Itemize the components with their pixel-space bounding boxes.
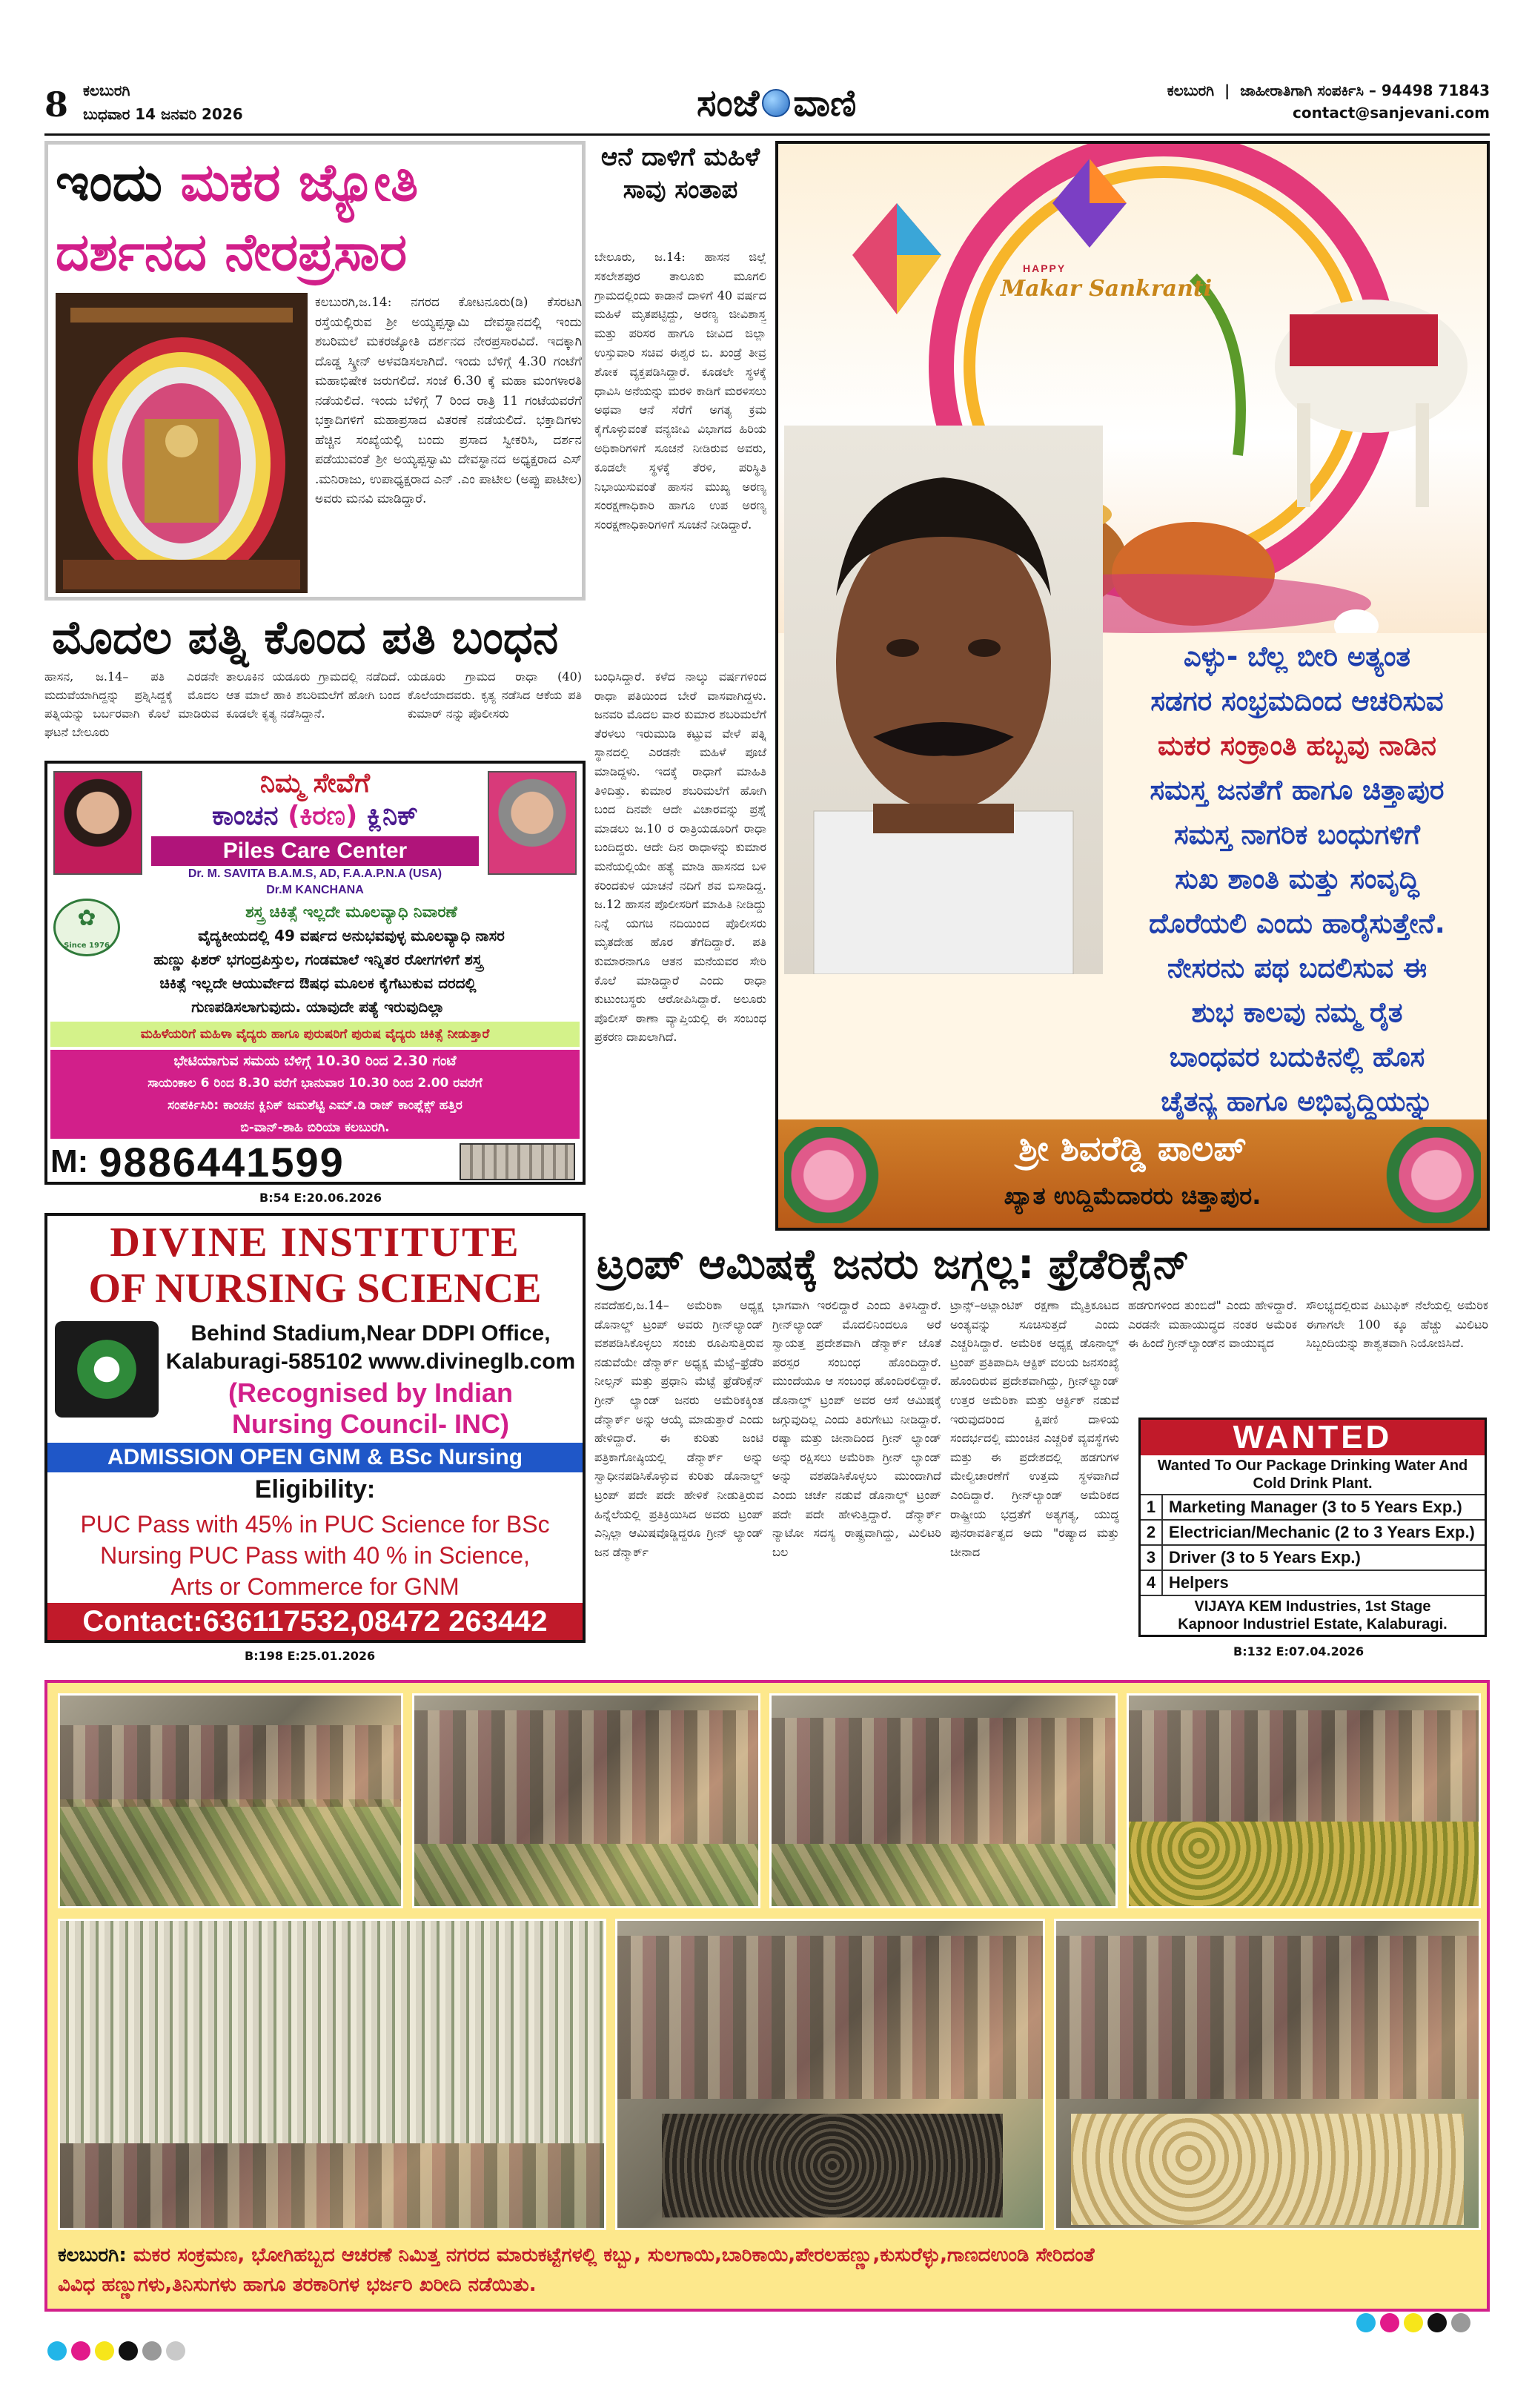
greeting-title: ಖ್ಯಾತ ಉದ್ದಿಮೆದಾರರು ಚಿತ್ತಾಪುರ.	[1004, 1182, 1261, 1210]
trump-col-5: ಸೌಲಭ್ಯದಲ್ಲಿರುವ ಪಿಟುಫಿಕ್ ನೆಲೆಯಲ್ಲಿ ಅಮೆರಿಕ ಈಗಾಗಲೇ 100 ಕ್ಕೂ ಹೆಚ್ಚು ಮಿಲಿಟರಿ ಸಿಬ್ಬಂದಿಯನ್ನು ಶಾಶ್ವತವಾಗಿ ನಿಯೋಜಿಸಿದೆ.	[1306, 1298, 1488, 1351]
wanted-ad[interactable]	[1138, 1418, 1487, 1637]
greeting-line-8: ನೇಸರನು ಪಥ ಬದಲಿಸುವ ಈ	[1167, 952, 1427, 984]
leaf-icon: ✿	[77, 905, 96, 931]
murder-col-4: ಬಂಧಿಸಿದ್ದಾರೆ. ಕಳೆದ ನಾಲ್ಕು ವರ್ಷಗಳಿಂದ ರಾಧಾ ಪತಿಯಿಂದ ಬೇರೆ ವಾಸವಾಗಿದ್ದಳು. ಜನವರಿ ಮೊದಲ ವಾರ ಕುಮಾರ ಶಬರಿಮಲೆಗೆ ತೆರಳಲು ಇರುಮುಡಿ ಕಟ್ಟುವ ವೇಳೆ ಪತ್ನಿ ಸ್ಥಾನದಲ್ಲಿ ಎರಡನೇ ಮಹಿಳೆ ಪೂಜೆ ಮಾಡಿದ್ದಳು. ಇದಕ್ಕೆ ರಾಧಾಗೆ ಮಾಹಿತಿ ತಿಳಿದಿತ್ತು. ಕುಮಾರ ಶಬರಿಮಲೆಗೆ ಹೋಗಿ ಬಂದ ದಿನವೇ ಆದೇ ವಿಚಾರವನ್ನು ಪ್ರಶ್ನೆ ಮಾಡಲು ಜ.10 ರ ರಾತ್ರಿಯಡೂರಿಗೆ ರಾಧಾ ಬಂದಿದ್ದರು. ಆದೇ ದಿನ ರಾಧಾಳನ್ನು ಕುಮಾರ ಮನೆಯಲ್ಲಿಯೇ ಹತ್ಯೆ ಮಾಡಿ ಹಾಸನದ ಬಳಿ ಕರಿಂದಕುಳ ಯಾಚನೆ ನದಿಗೆ ಶವ ಬಿಸಾಡಿದ್ದ. ಜ.12 ಹಾಸನ ಪೊಲೀಸರಿಗೆ ಮಾಹಿತಿ ನೀಡಿದ್ದು ನಿನ್ನೆ ಯಗಚಿ ನದಿಯಿಂದ ಪೊಲೀಸರು ಮೃತದೇಹ ಹೊರ ತೆಗೆದಿದ್ದಾರೆ. ಪತಿ ಕುಮಾರನಾಗೂ ಆತನ ಮನೆಯವರ ಸೇರಿ ಕೊಲೆ ಮಾಡಿದ್ದಾರೆ ಎಂದು ರಾಧಾ ಕುಟುಂಬಸ್ಥರು ಆರೋಪಿಸಿದ್ದಾರೆ. ಅಲೂರು ಪೊಲೀಸ್ ಠಾಣಾ ವ್ಯಾಪ್ತಿಯಲ್ಲಿ ಈ ಸಂಬಂಧ ಪ್ರಕರಣ ದಾಖಲಾಗಿದೆ.	[594, 669, 766, 1045]
trump-col-2: ಭಾಗವಾಗಿ ಇರಲಿದ್ದಾರೆ ಎಂದು ತಿಳಿಸಿದ್ದಾರೆ. ಗ್ರೀನ್‌ಲ್ಯಾಂಡ್ ಮೊದಲಿನಿಂದಲೂ ಅರೆ ಸ್ವಾಯತ್ತ ಪ್ರದೇಶವಾಗಿ ಡೆನ್ಮಾರ್ಕ್ ಜೊತೆ ಪರಸ್ಪರ ಸಂಬಂಧ ಹೊಂದಿದ್ದಾರೆ. ಮುಂದೆಯೂ ಆ ಸಂಬಂಧ ಹೊಂದಿರಲಿದ್ದಾರೆ. ಡೊನಾಲ್ಡ್ ಟ್ರಂಪ್ ಅವರ ಆಸೆ ಆಮಿಷಕ್ಕೆ ಜಗ್ಗುವುದಿಲ್ಲ ಎಂದು ತಿರುಗೇಟು ನೀಡಿದ್ದಾರೆ. ರಷ್ಯಾ ಮತ್ತು ಚೀನಾದಿಂದ ಗ್ರೀನ್ ಲ್ಯಾಂಡ್ ಅನ್ನು ರಕ್ಷಿಸಲು ಅಮೆರಿಕಾ ಗ್ರೀನ್ ಲ್ಯಾಂಡ್ ಅನ್ನು ವಶಪಡಿಸಿಕೊಳ್ಳಲು ಮುಂದಾಗಿದೆ ಎಂದು ಚರ್ಚೆ ನಡುವೆ ಡೊನಾಲ್ಡ್ ಟ್ರಂಪ್ ಪದೇ ಪದೇ ಹೇಳುತ್ತಿದ್ದಾರೆ. ಡೆನ್ಮಾರ್ಕ್ ನ್ಯಾಟೋ ಸದಸ್ಯ ರಾಷ್ಟ್ರವಾಗಿದ್ದು, ಮಿಲಿಟರಿ ಬಲ	[772, 1298, 941, 1559]
greeting-line-3: ಮಕರ ಸಂಕ್ರಾಂತಿ ಹಬ್ಬವು ನಾಡಿನ	[1157, 730, 1436, 761]
market-photo-feature	[44, 1680, 1490, 2312]
header-right: ಕಲಬುರಗಿ | ಜಾಹೀರಾತಿಗಾಗಿ ಸಂಪರ್ಕಿಸಿ – 94498 71843 contact@sanjevani.com	[1167, 82, 1490, 122]
trump-headline: ಟ್ರಂಪ್ ಆಮಿಷಕ್ಕೆ ಜನರು ಜಗ್ಗಲ್ಲ: ಫ್ರೆಡೆರಿಕ್ಸೆನ್	[597, 1240, 1190, 1289]
wanted-phones[interactable]	[1170, 1635, 1455, 1637]
portrait-image	[784, 426, 1103, 974]
trump-col-1: ನವದೆಹಲಿ,ಜ.14– ಅಮೆರಿಕಾ ಅಧ್ಯಕ್ಷ ಡೊನಾಲ್ಡ್ ಟ್ರಂಪ್ ಅವರು ಗ್ರೀನ್‌ಲ್ಯಾಂಡ್ ವಶಪಡಿಸಿಕೊಳ್ಳಲು ಸಂಚು ರೂಪಿಸುತ್ತಿರುವ ನಡುವೆಯೇ ಡೆನ್ಮಾರ್ಕ್ ಅಧ್ಯಕ್ಷ ಮೆಟ್ಟೆ–ಫ್ರೆಡೆರಿ ನೀಲ್ಸನ್ ಮತ್ತು ಪ್ರಧಾನಿ ಮೆಟ್ಟೆ ಫ್ರೆಡೆರಿಕ್ಸೆನ್ ಗ್ರೀನ್ ಲ್ಯಾಂಡ್ ಜನರು ಅಮೆರಿಕಕ್ಕಿಂತ ಡೆನ್ಮಾರ್ಕ್ ಅನ್ನು ಆಯ್ಕೆ ಮಾಡುತ್ತಾರೆ ಎಂದು ಹೇಳಿದ್ದಾರೆ. ಈ ಕುರಿತು ಜಂಟಿ ಪತ್ರಿಕಾಗೋಷ್ಠಿಯಲ್ಲಿ ಡೆನ್ಮಾರ್ಕ್ ಅನ್ನು ಸ್ವಾಧೀನಪಡಿಸಿಕೊಳ್ಳುವ ಕುರಿತು ಡೊನಾಲ್ಡ್ ಟ್ರಂಪ್ ಪದೇ ಪದೇ ಹೇಳಿಕೆ ನೀಡುತ್ತಿರುವ ಹಿನ್ನೆಲೆಯಲ್ಲಿ ಪ್ರತಿಕ್ರಿಯಿಸಿದ ಅವರು ಟ್ರಂಪ್ ಎನ್ಸಿಲ್ಲಾ ಆಮಿಷವೊಡ್ಡಿದ್ದರೂ ಗ್ರೀನ್ ಲ್ಯಾಂಡ್ ಜನ ಡೆನ್ಮಾರ್ಕ್	[594, 1298, 763, 1559]
cyan-dot	[47, 2341, 67, 2361]
clinic-line-4: ವೈದ್ಯಕೀಯದಲ್ಲಿ 49 ವರ್ಷದ ಅನುಭವವುಳ್ಳ ಮೂಲವ್ಯಾಧಿ ನಾಸರ	[198, 927, 505, 945]
nursing-title-1: DIVINE INSTITUTE	[110, 1220, 520, 1266]
market-photo-1	[58, 1693, 403, 1908]
caption-place: ಕಲಬುರಗಿ:	[58, 2244, 127, 2266]
nursing-recognised-2: Nursing Council- INC)	[232, 1409, 509, 1439]
nursing-elig-2: Nursing PUC Pass with 40 % in Science,	[100, 1542, 530, 1569]
market-photo-5	[58, 1919, 606, 2230]
nursing-contact[interactable]: Contact:636117532,08472 263442	[47, 1603, 583, 1640]
greeting-name-banner	[778, 1119, 1487, 1228]
job-num: 3	[1141, 1546, 1163, 1570]
greeting-line-10: ಬಾಂಧವರ ಬದುಕಿನಲ್ಲಿ ಹೊಸ	[1169, 1041, 1425, 1073]
yellow-dot	[95, 2341, 114, 2361]
job-title: Electrician/Mechanic (2 to 3 Years Exp.)	[1169, 1523, 1475, 1541]
trump-col-3: ಟ್ರಾನ್ಸ್–ಅಟ್ಲಾಂಟಿಕ್ ರಕ್ಷಣಾ ಮೈತ್ರಿಕೂಟದ ಅಂತ್ಯವನ್ನು ಸೂಚಿಸುತ್ತದೆ ಎಂದು ಎಚ್ಚರಿಸಿದ್ದಾರೆ. ಅಮೆರಿಕ ಅಧ್ಯಕ್ಷ ಡೊನಾಲ್ಡ್ ಟ್ರಂಪ್ ಪ್ರತಿಪಾದಿಸಿ ಆಕ್ಟಿಕ್ ವಲಯ ಜನಸಂಖ್ಯೆ ಹೊಂದಿರುವ ಪ್ರದೇಶವಾಗಿದ್ದು, ಗ್ರೀನ್‌ಲ್ಯಾಂಡ್ ಉತ್ತರ ಅಮೆರಿಕಾ ಮತ್ತು ಆರ್ಕ್ಟಿಕ್ ನಡುವೆ ಇರುವುದರಿಂದ ಕ್ಷಿಪಣಿ ದಾಳಿಯ ಸಂದರ್ಭದಲ್ಲಿ ಮುಂಚಿನ ಎಚ್ಚರಿಕೆ ವ್ಯವಸ್ಥೆಗಳು ಮತ್ತು ಈ ಪ್ರದೇಶದಲ್ಲಿ ಹಡಗುಗಳ ಮೇಲ್ವಿಚಾರಣೆಗೆ ಉತ್ತಮ ಸ್ಥಳವಾಗಿದೆ ಎಂದಿದ್ದಾರೆ. ಗ್ರೀನ್‌ಲ್ಯಾಂಡ್ ಅಮೆರಿಕದ ರಾಷ್ಟ್ರೀಯ ಭದ್ರತೆಗೆ ಅತ್ಯಗತ್ಯ, ಯುದ್ಧ ಪುನರಾವರ್ತಿತ್ವದ ಅದು "ರಷ್ಯಾದ ಮತ್ತು ಚೀನಾದ	[950, 1298, 1119, 1559]
clinic-line-9: ಭೇಟಿಯಾಗುವ ಸಮಯ ಬೆಳಿಗ್ಗೆ 10.30 ರಿಂದ 2.30 ಗಂಟೆ	[173, 1053, 457, 1069]
header-date: ಬುಧವಾರ 14 ಜನವರಿ 2026	[83, 105, 243, 123]
market-photo-2	[412, 1693, 760, 1908]
flower-left-icon	[784, 1127, 895, 1223]
black-dot	[119, 2341, 138, 2361]
nursing-logo	[55, 1321, 159, 1418]
wanted-job-1	[1141, 1494, 1485, 1519]
greeting-line-6: ಸುಖ ಶಾಂತಿ ಮತ್ತು ಸಂವೃದ್ಧಿ	[1175, 863, 1419, 895]
greeting-line-2: ಸಡಗರ ಸಂಭ್ರಮದಿಂದ ಆಚರಿಸುವ	[1150, 685, 1444, 717]
ad-contact: ಜಾಹೀರಾತಿಗಾಗಿ ಸಂಪರ್ಕಿಸಿ – 94498 71843	[1240, 82, 1490, 99]
greeting-line-11: ಚೈತನ್ಯ ಹಾಗೂ ಅಭಿವೃದ್ಧಿಯನ್ನು	[1161, 1085, 1433, 1117]
greeting-happy: HAPPY	[1023, 262, 1067, 274]
clinic-name-c: ಕ್ಲಿನಿಕ್	[366, 801, 418, 831]
greeting-message	[1112, 633, 1482, 1182]
greeting-portrait	[784, 426, 1103, 974]
wanted-subtitle: Wanted To Our Package Drinking Water And Cold Drink Plant.	[1157, 1458, 1468, 1492]
clinic-name-a: ಕಾಂಚನ	[212, 801, 279, 831]
headline-word-makar: ಮಕರ ಜ್ಯೋತಿ	[180, 152, 419, 213]
color-registration-right	[1356, 2313, 1475, 2335]
greeting-ad[interactable]	[775, 141, 1490, 1231]
wanted-title: WANTED	[1141, 1420, 1485, 1455]
nursing-recognised-1: (Recognised by Indian	[228, 1377, 514, 1408]
clinic-building-photo	[460, 1143, 575, 1180]
greeting-line-7: ದೊರೆಯಲಿ ಎಂದು ಹಾರೈಸುತ್ತೇನೆ.	[1149, 907, 1445, 939]
header-rule	[44, 133, 1490, 136]
temple-photo	[56, 293, 308, 593]
clinic-line-8: ಮಹಿಳೆಯರಿಗೆ ಮಹಿಳಾ ವೈದ್ಯರು ಹಾಗೂ ಪುರುಷರಿಗೆ ಪುರುಷ ವೈದ್ಯರು ಚಿಕಿತ್ಸೆ ನೀಡುತ್ತಾರೆ	[50, 1022, 580, 1047]
wanted-ad-code: B:132 E:07.04.2026	[1233, 1644, 1364, 1658]
trump-col-4: ಹಡಗುಗಳಿಂದ ತುಂಬಿದೆ" ಎಂದು ಹೇಳಿದ್ದಾರೆ. ಎರಡನೇ ಮಹಾಯುದ್ಧದ ನಂತರ ಅಮೆರಿಕ ಈ ಹಿಂದೆ ಗ್ರೀನ್‌ಲ್ಯಾಂಡ್‌ನ ವಾಯುವ್ಯದ	[1128, 1298, 1297, 1351]
mobile-number[interactable]: 9886441599	[99, 1138, 345, 1185]
market-photo-7	[1054, 1919, 1481, 2230]
nursing-title-2: OF NURSING SCIENCE	[88, 1266, 542, 1312]
nursing-ad[interactable]	[44, 1213, 586, 1643]
nursing-ad-code: B:198 E:25.01.2026	[245, 1649, 376, 1663]
doctor-2: Dr.M KANCHANA	[266, 884, 364, 896]
makar-jyoti-headline-1	[56, 149, 418, 216]
magenta-dot	[71, 2341, 90, 2361]
wanted-job-3	[1141, 1544, 1485, 1570]
doctor-1: Dr. M. SAVITA B.A.M.S, AD, F.A.A.P.N.A (USA)	[188, 867, 442, 880]
ayyappa-shrine-image	[56, 293, 308, 593]
clinic-line-11: ಸಂಪರ್ಕಿಸಿರಿ: ಕಾಂಚನ ಕ್ಲಿನಿಕ್ ಜಮಶೆಟ್ಟಿ ಎಮ್.ಡಿ ರಾಜ್ ಕಾಂಪ್ಲೆಕ್ಸ್ ಹತ್ತಿರ	[168, 1098, 462, 1113]
nursing-elig-3: Arts or Commerce for GNM	[170, 1573, 460, 1600]
murder-story-headline: ಮೊದಲ ಪತ್ನಿ ಕೊಂದ ಪತಿ ಬಂಧನ	[52, 610, 559, 664]
nursing-admission: ADMISSION OPEN GNM & BSc Nursing	[47, 1443, 583, 1472]
nursing-address-2: Kalaburagi-585102 www.divineglb.com	[165, 1349, 576, 1374]
murder-col-1: ಹಾಸನ, ಜ.14– ಪತಿ ಎರಡನೇ ಮದುವೆಯಾಗಿದ್ದನ್ನು ಪ್ರಶ್ನಿಸಿದ್ದಕ್ಕೆ ಮೊದಲ ಪತ್ನಿಯನ್ನು ಬರ್ಬರವಾಗಿ ಕೊಲೆ ಮಾಡಿರುವ ಘಟನೆ ಬೇಲೂರು	[44, 669, 219, 739]
black-dot	[1427, 2313, 1447, 2332]
clinic-line-6: ಚಿಕಿತ್ಸೆ ಇಲ್ಲದೇ ಆಯುರ್ವೇದ ಔಷಧ ಮೂಲಕ ಕೈಗೆಟುಕುವ ದರದಲ್ಲಿ	[159, 974, 477, 992]
light-gray-dot	[166, 2341, 185, 2361]
nursing-elig-1: PUC Pass with 45% in PUC Science for BSc	[80, 1511, 550, 1538]
clinic-line-7: ಗುಣಪಡಿಸಲಾಗುವುದು. ಯಾವುದೇ ಪತ್ಯೆ ಇರುವುದಿಲ್ಲಾ	[191, 998, 445, 1016]
headline-word-today: ಇಂದು	[56, 152, 162, 213]
nursing-eligibility: Eligibility:	[254, 1475, 376, 1504]
flower-right-icon	[1370, 1127, 1481, 1223]
since-label: Since 1976	[64, 942, 110, 950]
clinic-line-1: ನಿಮ್ಮ ಸೇವೆಗೆ	[259, 768, 371, 798]
job-num: 1	[1141, 1495, 1163, 1519]
job-num: 4	[1141, 1571, 1163, 1595]
greeting-name: ಶ್ರೀ ಶಿವರೆಡ್ಡಿ ಪಾಲಪ್	[1018, 1128, 1247, 1168]
makar-jyoti-body: ಕಲಬುರಗಿ,ಜ.14: ನಗರದ ಕೋಟನೂರು(ಡಿ) ಕೆಸರಟಗಿ ರಸ್ತೆಯಲ್ಲಿರುವ ಶ್ರೀ ಅಯ್ಯಪ್ಪಸ್ವಾಮಿ ದೇವಸ್ಥಾನದಲ್ಲಿ ಇಂದು ಶಬರಿಮಲೆ ಮಕರಜ್ಯೋತಿ ದರ್ಶನದ ನೇರಪ್ರಸಾರವಿದೆ. ಇದಕ್ಕಾಗಿ ದೊಡ್ಡ ಸ್ಕ್ರೀನ್ ಅಳವಡಿಸಲಾಗಿದೆ. ಇಂದು ಬೆಳಿಗ್ಗೆ 4.30 ಗಂಟೆಗೆ ಮಹಾಭಿಷೇಕ ಜರುಗಲಿದೆ. ಸಂಜೆ 6.30 ಕ್ಕೆ ಮಹಾ ಮಂಗಳಾರತಿ ನಡೆಯಲಿದೆ. ಇಂದು ಬೆಳಿಗ್ಗೆ 7 ರಿಂದ ರಾತ್ರಿ 11 ಗಂಟೆಯವರೆಗೆ ಭಕ್ತಾದಿಗಳಿಗೆ ಮಹಾಪ್ರಸಾದ ವಿತರಣೆ ನಡೆಯಲಿದೆ. ಭಕ್ತಾದಿಗಳು ಹೆಚ್ಚಿನ ಸಂಖ್ಯೆಯಲ್ಲಿ ಬಂದು ಪ್ರಸಾದ ಸ್ವೀಕರಿಸಿ, ದರ್ಶನ ಪಡೆಯುವಂತೆ ಶ್ರೀ ಅಯ್ಯಪ್ಪಸ್ವಾಮಿ ದೇವಸ್ಥಾನದ ಅಧ್ಯಕ್ಷರಾದ ಎಸ್ .ಮನಿರಾಜು, ಉಪಾಧ್ಯಕ್ಷರಾದ ಎನ್ .ಎಂ ಪಾಟೀಲ (ಅಪ್ಪು ಪಾಟೀಲ) ಅವರು ಮನವಿ ಮಾಡಿದ್ದಾರೆ.	[315, 295, 582, 506]
page-header	[44, 80, 1490, 132]
market-photo-4	[1127, 1693, 1481, 1908]
clinic-line-5: ಹುಣ್ಣು ಫಿಶರ್ ಭಗಂದ್ರಪಿಸ್ತುಲ, ಗಂಡಮಾಲೆ ಇನ್ನಿತರ ರೋಗಗಳಿಗೆ ಶಸ್ತ್ರ	[153, 950, 483, 968]
makar-jyoti-headline-2: ದರ್ಶನದ ನೇರಪ್ರಸಾರ	[56, 222, 408, 282]
cyan-dot	[1356, 2313, 1376, 2332]
gray-dot	[1451, 2313, 1470, 2332]
clinic-timings	[50, 1050, 580, 1139]
caption-text-1: ಮಕರ ಸಂಕ್ರಮಣ, ಭೋಗಿಹಬ್ಬದ ಆಚರಣೆ ನಿಮಿತ್ತ ನಗರದ ಮಾರುಕಟ್ಟೆಗಳಲ್ಲಿ ಕಬ್ಬು, ಸುಲಗಾಯಿ,ಬಾರಿಕಾಯಿ,ಪೇರಲಹಣ್ಣು,ಕುಸುರೆಳ್ಳು,ಗಾಣದಉಂಡಿ ಸೇರಿದಂತೆ	[133, 2244, 1095, 2266]
magenta-dot	[1380, 2313, 1399, 2332]
job-title: Marketing Manager (3 to 5 Years Exp.)	[1169, 1498, 1462, 1516]
murder-col-2: ತಾಲೂಕಿನ ಯಡೂರು ಗ್ರಾಮದಲ್ಲಿ ನಡೆದಿದೆ. ಆತ ಮಾಲೆ ಹಾಕಿ ಶಬರಿಮಲೆಗೆ ಹೋಗಿ ಬಂದ ಕೂಡಲೇ ಕೃತ್ಯ ನಡೆಸಿದ್ದಾನೆ.	[226, 669, 400, 721]
gray-dot	[142, 2341, 162, 2361]
piles-banner: Piles Care Center	[151, 836, 479, 866]
nursing-address-1: Behind Stadium,Near DDPI Office,	[190, 1321, 551, 1346]
elephant-story	[594, 141, 766, 601]
header-email[interactable]: contact@sanjevani.com	[1292, 104, 1490, 122]
masthead-right: ವಾಣಿ	[793, 81, 857, 125]
photo-caption	[58, 2240, 1481, 2300]
market-photo-6	[615, 1919, 1045, 2230]
murder-col-3: ಯಡೂರು ಗ್ರಾಮದ ರಾಧಾ (40) ಕೊಲೆಯಾದವರು. ಕೃತ್ಯ ನಡೆಸಿದ ಆಕೆಯ ಪತಿ ಕುಮಾರ್ ನನ್ನು ಪೊಲೀಸರು	[408, 669, 582, 721]
clinic-ad[interactable]	[44, 761, 586, 1185]
clinic-line-3: ಶಸ್ತ್ರ ಚಿಕಿತ್ಸೆ ಇಲ್ಲದೇ ಮೂಲವ್ಯಾಧಿ ನಿವಾರಣೆ	[245, 903, 457, 921]
greeting-line-9: ಶುಭ ಕಾಲವು ನಮ್ಮ ರೈತ	[1191, 996, 1403, 1028]
mobile-label: M:	[50, 1143, 89, 1180]
wanted-company-1: VIJAYA KEM Industries, 1st Stage	[1141, 1595, 1485, 1615]
wanted-job-4	[1141, 1570, 1485, 1595]
clinic-line-12: ಬಿ-ವಾನ್-ಶಾಹಿ ಬಿರಿಯಾ ಕಲಬುರಗಿ.	[240, 1120, 390, 1135]
job-title: Driver (3 to 5 Years Exp.)	[1169, 1548, 1361, 1567]
job-num: 2	[1141, 1521, 1163, 1544]
masthead-left: ಸಂಜೆ	[697, 81, 760, 125]
masthead	[697, 79, 856, 128]
page-number: 8	[44, 85, 69, 125]
wanted-company-2: Kapnoor Industriel Estate, Kalaburagi.	[1178, 1616, 1448, 1633]
header-city-left: ಕಲಬುರಗಿ	[83, 82, 130, 99]
clinic-logo	[53, 899, 120, 956]
lamp-icon	[77, 1340, 136, 1399]
wanted-job-2	[1141, 1519, 1485, 1544]
market-photo-3	[769, 1693, 1118, 1908]
caption-text-2: ವಿವಿಧ ಹಣ್ಣುಗಳು,ತಿನಿಸುಗಳು ಹಾಗೂ ತರಕಾರಿಗಳ ಭರ್ಜರಿ ಖರೀದಿ ನಡೆಯಿತು.	[58, 2274, 537, 2296]
greeting-festival: Makar Sankranti	[1001, 276, 1213, 302]
clinic-mobile[interactable]	[50, 1138, 345, 1185]
globe-icon	[762, 89, 790, 117]
clinic-name	[47, 801, 583, 832]
caption-line-1	[58, 2240, 1481, 2270]
elephant-headline: ಆನೆ ದಾಳಿಗೆ ಮಹಿಳೆ ಸಾವು ಸಂತಾಪ	[600, 142, 760, 205]
greeting-line-1: ಎಳ್ಳು- ಬೆಲ್ಲ ಬೀರಿ ಅತ್ಯಂತ	[1183, 641, 1411, 672]
clinic-ad-code: B:54 E:20.06.2026	[259, 1191, 382, 1205]
clinic-line-10: ಸಾಯಂಕಾಲ 6 ರಿಂದ 8.30 ವರೆಗೆ ಭಾನುವಾರ 10.30 ರಿಂದ 2.00 ರವರೆಗೆ	[147, 1076, 483, 1091]
job-title: Helpers	[1169, 1573, 1229, 1592]
greeting-line-5: ಸಮಸ್ತ ನಾಗರಿಕ ಬಂಧುಗಳಿಗೆ	[1173, 818, 1420, 850]
header-city-right: ಕಲಬುರಗಿ	[1167, 82, 1215, 99]
makar-jyoti-story	[44, 141, 586, 601]
color-registration-left	[47, 2341, 190, 2364]
clinic-name-b: (ಕಿರಣ)	[288, 801, 358, 831]
yellow-dot	[1404, 2313, 1423, 2332]
elephant-body: ಬೇಲೂರು, ಜ.14: ಹಾಸನ ಜಿಲ್ಲೆ ಸಕಲೇಶಪುರ ತಾಲೂಕು ಮೂಗಲಿ ಗ್ರಾಮದಲ್ಲಿಂದು ಕಾಡಾನೆ ದಾಳಿಗೆ 40 ವರ್ಷದ ಮಹಿಳೆ ಮೃತಪಟ್ಟಿದ್ದು, ಅರಣ್ಯ ಜೀವಿಶಾಸ್ತ್ರ ಮತ್ತು ಪರಿಸರ ಹಾಗೂ ಜೀವಿದ ಜಿಲ್ಲಾ ಉಸ್ತುವಾರಿ ಸಚಿವ ಈಶ್ವರ ಬಿ. ಖಂಡ್ರೆ ತೀವ್ರ ಶೋಕ ವ್ಯಕ್ತಪಡಿಸಿದ್ದಾರೆ. ಕೂಡಲೇ ಸ್ಥಳಕ್ಕೆ ಧಾವಿಸಿ ಅನೆಯನ್ನು ಮರಳಿ ಕಾಡಿಗೆ ಮರಳಿಸಲು ಅಥವಾ ಆನೆ ಸೆರೆಗೆ ಅಗತ್ಯ ಕ್ರಮ ಕೈಗೊಳ್ಳುವಂತೆ ವನ್ಯಜೀವಿ ವಿಭಾಗದ ಹಿರಿಯ ಅಧಿಕಾರಿಗಳಿಗೆ ಸೂಚನೆ ನೀಡಿರುವ ಅವರು, ಕೂಡಲೇ ಸ್ಥಳಕ್ಕೆ ತೆರಳಿ, ಪರಿಸ್ಥಿತಿ ನಿಭಾಯಿಸುವಂತೆ ಹಾಸನ ಮುಖ್ಯ ಅರಣ್ಯ ಸಂರಕ್ಷಣಾಧಿಕಾರಿ ಹಾಗೂ ಉಪ ಅರಣ್ಯ ಸಂರಕ್ಷಣಾಧಿಕಾರಿಗಳಿಗೆ ಸೂಚನೆ ನೀಡಿದ್ದಾರೆ.	[594, 250, 766, 532]
greeting-line-4: ಸಮಸ್ತ ಜನತೆಗೆ ಹಾಗೂ ಚಿತ್ತಾಪುರ	[1150, 774, 1445, 806]
